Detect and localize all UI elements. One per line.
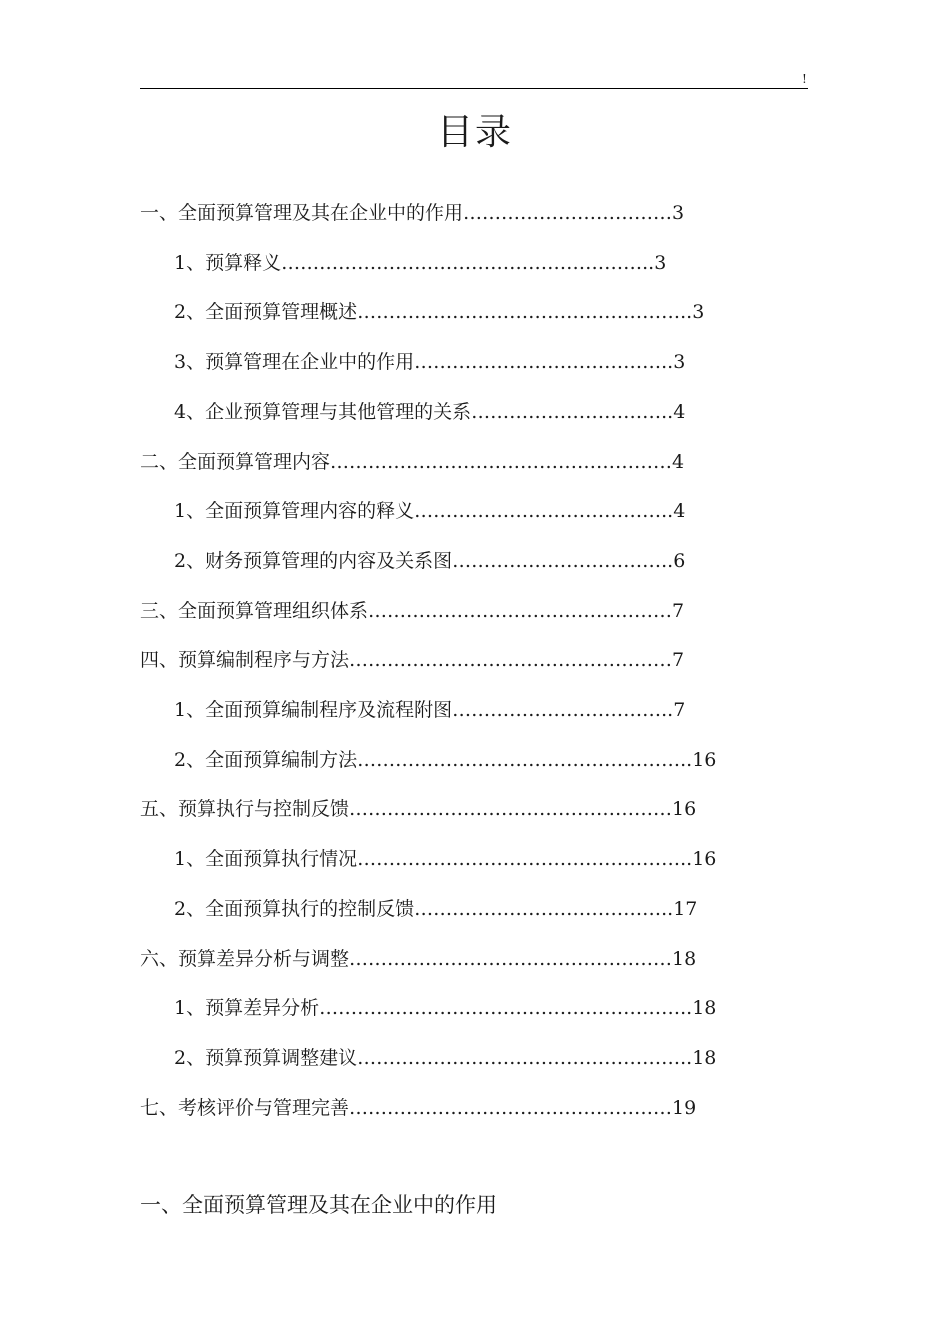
toc-entry[interactable] <box>174 238 784 288</box>
toc-entry-page: 4 <box>673 500 686 523</box>
toc-entry-label: 1、全面预算执行情况 <box>174 848 358 871</box>
toc-entry-leader: ………………………………….. <box>414 351 674 374</box>
toc-entry-page: 3 <box>692 301 705 324</box>
toc-entry[interactable] <box>140 586 800 636</box>
toc-entry[interactable] <box>174 685 784 735</box>
toc-entry-page: 16 <box>672 798 697 821</box>
toc-entry-page: 7 <box>672 599 685 622</box>
toc-entry-leader: ……………………………………………… <box>330 450 673 473</box>
toc-entry-leader: ………………………………………… <box>368 599 673 622</box>
toc-entry-leader: …………………………… <box>463 202 673 224</box>
toc-entry[interactable] <box>174 983 784 1033</box>
toc-entry-page: 18 <box>672 947 697 970</box>
toc-entry-label: 六、预算差异分析与调整 <box>140 947 350 970</box>
toc-entry[interactable] <box>174 287 784 337</box>
toc-entry-leader: …………………………………………….. <box>357 848 693 871</box>
toc-entry-label: 1、全面预算管理内容的释义 <box>174 500 415 523</box>
toc-entry-page: 17 <box>673 897 698 920</box>
toc-entry-leader: ………………………….. <box>471 400 674 423</box>
toc-entry[interactable] <box>174 834 784 884</box>
toc-entry-page: 7 <box>672 649 685 672</box>
toc-entry-leader: …………………………………………….. <box>357 301 693 324</box>
toc-entry-leader: ………………………………………………….. <box>281 251 655 274</box>
toc-entry-page: 3 <box>672 202 685 224</box>
toc-entry-label: 1、预算差异分析 <box>174 997 320 1020</box>
toc-entry-page: 4 <box>672 450 685 473</box>
toc-entry[interactable] <box>140 188 800 238</box>
toc-entry-page: 7 <box>673 699 686 721</box>
toc-entry[interactable] <box>174 884 784 934</box>
toc-entry-label: 一、全面预算管理及其在企业中的作用 <box>140 202 464 224</box>
toc-entry-page: 18 <box>692 1046 717 1069</box>
toc-title: 目录 <box>436 112 513 153</box>
toc-entry-label: 三、全面预算管理组织体系 <box>140 599 369 622</box>
toc-entry[interactable] <box>140 437 800 487</box>
toc-entry[interactable] <box>174 486 784 536</box>
toc-entry-leader: …………………………………………… <box>349 1096 673 1119</box>
toc-entry-label: 2、财务预算管理的内容及关系图 <box>174 549 453 572</box>
toc-entry-page: 4 <box>673 400 686 423</box>
toc-entry-leader: …………………………………………… <box>349 798 673 821</box>
header-rule <box>140 88 808 89</box>
toc-entry[interactable] <box>140 934 800 984</box>
toc-entry[interactable] <box>140 1083 800 1133</box>
toc-entry[interactable] <box>174 536 784 586</box>
toc-entry-page: 18 <box>692 997 717 1020</box>
toc-entry-leader: …………………………….. <box>452 549 674 572</box>
toc-entry-leader: …………………………….. <box>452 699 674 721</box>
toc-entry-leader: …………………………………………… <box>349 947 673 970</box>
toc-entry-page: 16 <box>692 748 717 771</box>
header-mark: ! <box>802 72 807 86</box>
toc-entry[interactable] <box>140 784 800 834</box>
toc-entry-page: 3 <box>654 251 667 274</box>
toc-entry[interactable] <box>174 1033 784 1083</box>
toc-entry-label: 1、全面预算编制程序及流程附图 <box>174 699 453 721</box>
toc-entry-label: 4、企业预算管理与其他管理的关系 <box>174 400 472 423</box>
toc-entry-leader: ………………………………….. <box>414 897 674 920</box>
section-heading: 一、全面预算管理及其在企业中的作用 <box>140 1193 497 1217</box>
toc-entry-page: 19 <box>672 1096 697 1119</box>
toc-entry[interactable] <box>174 735 784 785</box>
toc-entry-leader: ………………………………….. <box>414 500 674 523</box>
toc-entry-label: 四、预算编制程序与方法 <box>140 649 350 672</box>
toc-entry-label: 2、全面预算执行的控制反馈 <box>174 897 415 920</box>
toc-entry-leader: …………………………………………….. <box>357 1046 693 1069</box>
toc-entry-leader: …………………………………………….. <box>357 748 693 771</box>
toc-entry-label: 二、全面预算管理内容 <box>140 450 331 473</box>
toc-entry-page: 6 <box>673 549 686 572</box>
toc-entry-page: 3 <box>673 351 686 374</box>
toc-entry-label: 1、预算释义 <box>174 251 282 274</box>
toc-entry[interactable] <box>140 635 800 685</box>
toc-entry-page: 16 <box>692 848 717 871</box>
toc-entry[interactable] <box>174 387 784 437</box>
toc-entry-label: 3、预算管理在企业中的作用 <box>174 351 415 374</box>
toc-entry-label: 五、预算执行与控制反馈 <box>140 798 350 821</box>
toc-entry-leader: ………………………………………………….. <box>319 997 693 1020</box>
toc-entry-label: 七、考核评价与管理完善 <box>140 1096 350 1119</box>
toc-entry-label: 2、全面预算管理概述 <box>174 301 358 324</box>
toc-entry[interactable] <box>174 337 784 387</box>
toc-entry-label: 2、预算预算调整建议 <box>174 1046 358 1069</box>
toc-entry-label: 2、全面预算编制方法 <box>174 748 358 771</box>
toc-entry-leader: …………………………………………… <box>349 649 673 672</box>
